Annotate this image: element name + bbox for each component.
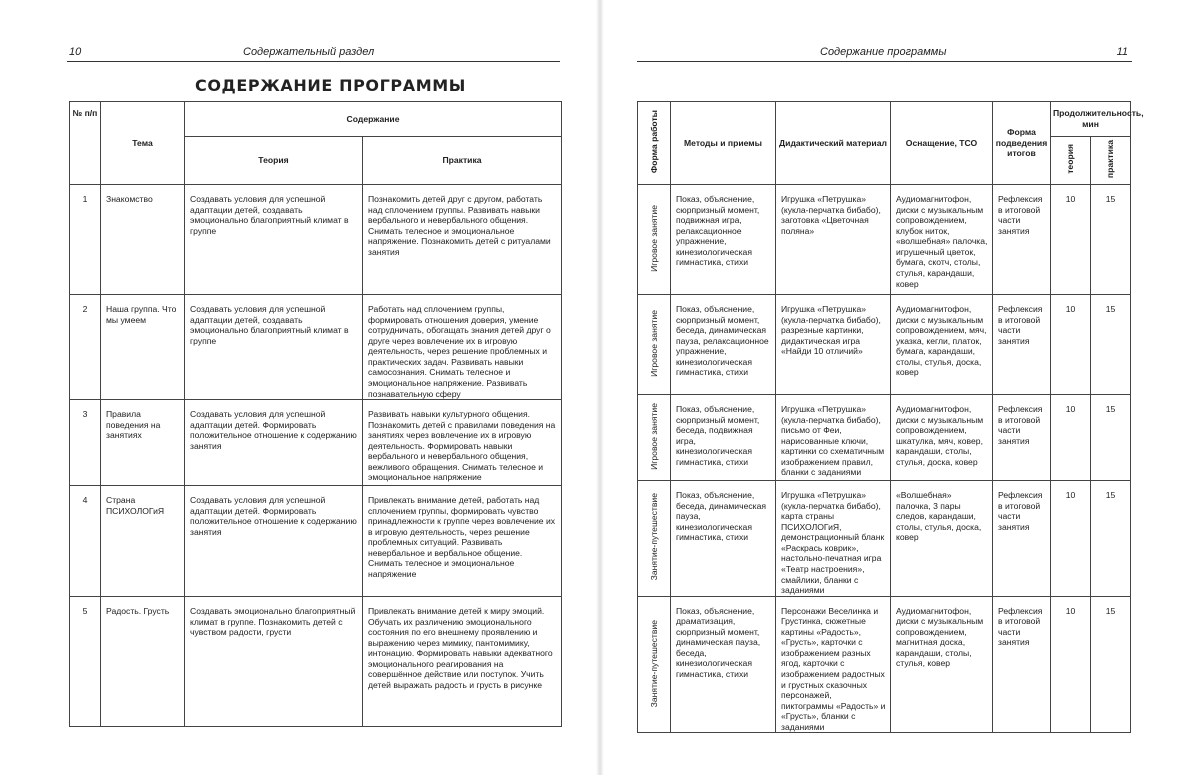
row-topic: Радость. Грусть xyxy=(101,597,185,727)
table-row xyxy=(70,400,562,486)
row-summary: Рефлексия в итоговой части занятия xyxy=(993,295,1051,395)
duration-header: Продолжительность, мин xyxy=(1051,102,1131,137)
header-row xyxy=(70,102,562,137)
row-topic: Страна ПСИХОЛОГиЯ xyxy=(101,486,185,597)
practice-header: Практика xyxy=(363,137,562,185)
right-running-head xyxy=(637,44,1132,62)
duration-practice-header: практика xyxy=(1091,137,1131,185)
table-row xyxy=(638,481,1131,597)
row-practice-minutes: 15 xyxy=(1091,596,1131,733)
row-summary: Рефлексия в итоговой части занятия xyxy=(993,481,1051,597)
table-row xyxy=(638,596,1131,733)
row-material: Игрушка «Петрушка» (кукла-перчатка бибабо), письмо от Феи, нарисованные ключи, картинки со схематичным изображением правил, бланки с заданиями xyxy=(776,395,891,481)
row-practice-minutes: 15 xyxy=(1091,395,1131,481)
row-equipment: «Волшебная» палочка, 3 пары следов, карандаши, столы, стулья, доска, ковер xyxy=(891,481,993,597)
content-header: Содержание xyxy=(185,102,562,137)
num-header: № п/п xyxy=(70,102,101,185)
row-form: Занятие-путешествие xyxy=(638,481,671,597)
book-gutter xyxy=(596,0,604,775)
row-practice-minutes: 15 xyxy=(1091,295,1131,395)
table-row xyxy=(70,486,562,597)
row-material: Игрушка «Петрушка» (кукла-перчатка бибабо), разрезные картинки, дидактическая игра «Найди 10 отличий» xyxy=(776,295,891,395)
row-methods: Показ, объяснение, сюрпризный момент, подвижная игра, релаксационное упражнение, кинезиологическая гимнастика, стихи xyxy=(671,185,776,295)
row-equipment: Аудиомагнитофон, диски с музыкальным сопровождением, шкатулка, мяч, ковер, карандаши, столы, стулья, доска, ковер xyxy=(891,395,993,481)
row-theory: Создавать условия для успешной адаптации детей. Формировать положительное отношение к содержанию занятия xyxy=(185,486,363,597)
row-theory: Создавать условия для успешной адаптации детей, создавать эмоционально благоприятный климат в группе xyxy=(185,185,363,295)
row-practice: Привлекать внимание детей к миру эмоций. Обучать их различению эмоционального состояния по его внешнему проявлению и выражению через мимику, пантомимику, интонацию. Формировать навыки адекватного эмоционального реагирования на совершённое действие или поступок. Учить детей выражать радость и грусть в рисунке xyxy=(363,597,562,727)
row-material: Персонажи Веселинка и Грустинка, сюжетные картины «Радость», «Грусть», карточки с изображением разных ягод, карточки с изображением радостных и грустных сказочных персонажей, пиктограммы «Радость» и «Грусть», бланки с заданиями xyxy=(776,596,891,733)
row-theory-minutes: 10 xyxy=(1051,185,1091,295)
row-summary: Рефлексия в итоговой части занятия xyxy=(993,185,1051,295)
left-running-title: Содержательный раздел xyxy=(243,46,375,58)
row-number: 1 xyxy=(70,185,101,295)
row-material: Игрушка «Петрушка» (кукла-перчатка бибабо), карта страны ПСИХОЛОГиЯ, демонстрационный бланк «Раскрась коврик», настольно-печатная игра «Театр настроения», смайлики, бланки с заданиями xyxy=(776,481,891,597)
row-practice: Развивать навыки культурного общения. Познакомить детей с правилами поведения на занятиях через вовлечение их в игровую деятельность. Формировать навыки вербального и невербального общения, вежливого обращения. Снимать телесное и эмоциональное напряжение xyxy=(363,400,562,486)
table-row xyxy=(638,395,1131,481)
row-number: 4 xyxy=(70,486,101,597)
right-page-number: 11 xyxy=(1116,46,1128,58)
program-table-left xyxy=(69,101,562,727)
row-topic: Наша группа. Что мы умеем xyxy=(101,295,185,400)
row-methods: Показ, объяснение, сюрпризный момент, беседа, подвижная игра, кинезиологическая гимнастика, стихи xyxy=(671,395,776,481)
row-practice-minutes: 15 xyxy=(1091,481,1131,597)
table-row xyxy=(70,597,562,727)
row-practice: Привлекать внимание детей, работать над сплочением группы, формировать чувство принадлежности к группе через вовлечение их в игровую деятельность, через решение проблемных ситуаций. Развивать невербальное и вербальное общение. Снимать телесное и эмоциональное напряжение xyxy=(363,486,562,597)
summary-header: Форма подведения итогов xyxy=(993,102,1051,185)
theory-header: Теория xyxy=(185,137,363,185)
row-theory-minutes: 10 xyxy=(1051,596,1091,733)
row-summary: Рефлексия в итоговой части занятия xyxy=(993,596,1051,733)
duration-theory-header: теория xyxy=(1051,137,1091,185)
form-header: Форма работы xyxy=(638,102,671,185)
left-page-number: 10 xyxy=(69,46,82,58)
row-equipment: Аудиомагнитофон, диски с музыкальным сопровождением, клубок ниток, «волшебная» палочка, игрушечный цветок, бумага, скотч, столы, стулья, карандаши, ковер xyxy=(891,185,993,295)
row-methods: Показ, объяснение, беседа, динамическая пауза, кинезиологическая гимнастика, стихи xyxy=(671,481,776,597)
header-row xyxy=(638,102,1131,137)
row-summary: Рефлексия в итоговой части занятия xyxy=(993,395,1051,481)
row-methods: Показ, объяснение, драматизация, сюрпризный момент, динамическая пауза, беседа, кинезиологическая гимнастика, стихи xyxy=(671,596,776,733)
material-header: Дидактический материал xyxy=(776,102,891,185)
row-theory: Создавать условия для успешной адаптации детей, создавать эмоционально благоприятный климат в группе xyxy=(185,295,363,400)
row-theory-minutes: 10 xyxy=(1051,395,1091,481)
row-topic: Знакомство xyxy=(101,185,185,295)
row-methods: Показ, объяснение, сюрпризный момент, беседа, динамическая пауза, релаксационное упражнение, кинезиологическая гимнастика, стихи xyxy=(671,295,776,395)
row-number: 3 xyxy=(70,400,101,486)
table-row xyxy=(638,295,1131,395)
row-equipment: Аудиомагнитофон, диски с музыкальным сопровождением, мяч, указка, кегли, платок, бумага, карандаши, столы, стулья, доска, ковер xyxy=(891,295,993,395)
row-topic: Правила поведения на занятиях xyxy=(101,400,185,486)
table-row xyxy=(70,295,562,400)
row-form: Игровое занятие xyxy=(638,295,671,395)
row-material: Игрушка «Петрушка» (кукла-перчатка бибабо), заготовка «Цветочная поляна» xyxy=(776,185,891,295)
row-form: Игровое занятие xyxy=(638,395,671,481)
row-number: 5 xyxy=(70,597,101,727)
row-practice: Работать над сплочением группы, формировать отношения доверия, умение сотрудничать, обогащать знания детей друг о друге через вовлечение их в игровую деятельность, через решение проблемных и практических задач. Развивать навыки самосознания. Снимать телесное и эмоциональное напряжение. Развивать познавательную сферу xyxy=(363,295,562,400)
row-practice-minutes: 15 xyxy=(1091,185,1131,295)
topic-header: Тема xyxy=(101,102,185,185)
methods-header: Методы и приемы xyxy=(671,102,776,185)
row-form: Игровое занятие xyxy=(638,185,671,295)
left-running-head xyxy=(67,44,560,62)
row-form: Занятие-путешествие xyxy=(638,596,671,733)
row-theory: Создавать эмоционально благоприятный климат в группе. Познакомить детей с чувством радости, грусти xyxy=(185,597,363,727)
row-number: 2 xyxy=(70,295,101,400)
page-title: СОДЕРЖАНИЕ ПРОГРАММЫ xyxy=(195,76,466,95)
equipment-header: Оснащение, ТСО xyxy=(891,102,993,185)
row-practice: Познакомить детей друг с другом, работать над сплочением группы. Развивать навыки вербального и невербального общения. Снимать телесное и эмоциональное напряжение. Познакомить детей с ритуалами занятия xyxy=(363,185,562,295)
row-theory: Создавать условия для успешной адаптации детей. Формировать положительное отношение к содержанию занятия xyxy=(185,400,363,486)
program-table-right xyxy=(637,101,1144,733)
table-row xyxy=(638,185,1131,295)
row-theory-minutes: 10 xyxy=(1051,295,1091,395)
row-theory-minutes: 10 xyxy=(1051,481,1091,597)
table-row xyxy=(70,185,562,295)
right-page xyxy=(600,0,1200,775)
row-equipment: Аудиомагнитофон, диски с музыкальным сопровождением, магнитная доска, карандаши, столы, стулья, ковер xyxy=(891,596,993,733)
right-running-title: Содержание программы xyxy=(820,46,947,58)
